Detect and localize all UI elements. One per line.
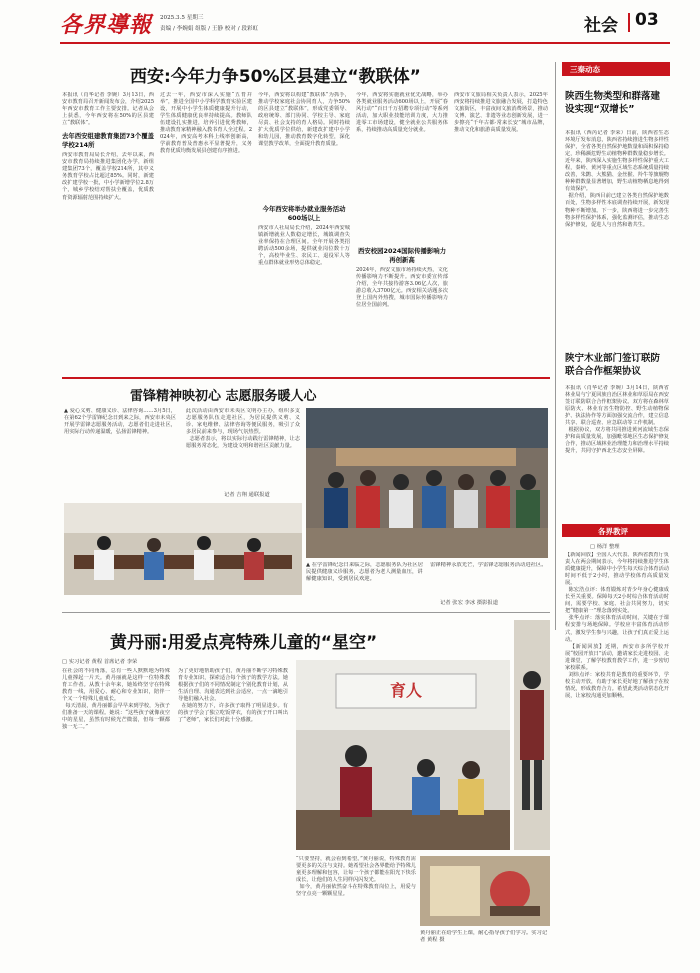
masthead-rule xyxy=(60,42,670,44)
masthead-date: 2025.3.5 星期三 xyxy=(160,15,204,21)
people-group-photo xyxy=(306,408,548,558)
svg-text:育人: 育人 xyxy=(389,681,423,700)
masthead-editors: 责编 / 李婉娟 组版 / 王静 校对 / 段彩虹 xyxy=(160,26,259,32)
feature1-text-box xyxy=(64,408,302,500)
subhead-3: 西安校园2024国际传播影响力再创新高 xyxy=(357,247,447,264)
feature2-column-3: “只要坚持，就会看到希望。”黄丹丽说，特殊教育需要更多的关注与支持。她希望社会各界能给予特殊儿童更多理解和包容，让每一个孩子都能在阳光下快乐成长，让他们的人生同样闪闪发光。 如今，黄丹丽依然奋斗在特殊教育岗位上，用爱与坚守点亮一颗颗星星。 xyxy=(296,856,416,898)
main-para-3: 今年，西安将以构建“教联体”为抓手，推动学校家庭社会协同育人，力争50%的区县建立“教联体”，形成党委领导、政府统筹、部门协同、学校主导、家庭尽责、社会支持的育人格局。同时持续扩大优质学位供给，新建改扩建中小学和幼儿园，推动教育数字化转型，深化课堂教学改革，全面提升教育质量。 xyxy=(258,92,350,148)
sidebar-article-2-body: 本报讯（肖华记者 李婉）3月14日，陕西省林业局与宁夏回族自治区林业和草原局在西安签订联防联合合作框架协议。双方将在森林草原防火、林业有害生物防控、野生动植物保护、执法协作等方面加强交流合作，建立信息共享、联合巡查、应急联动等工作机制。 根据协议，双方将共同推进黄河流域生态保护和高质量发展，加强毗邻地区生态保护修复合作，推动区域林业治理能力和治理水平持续提升，共同守护西北生态安全屏障。 xyxy=(565,385,669,455)
main-column-4 xyxy=(356,92,448,372)
feature1-byline: 记者 吉翔 通联报道 xyxy=(224,492,270,498)
feature2-column-1: 在社会的不同角落，总有一些人默默地为特殊儿童撑起一片天。黄丹丽就是这样一位特殊教育工作者。从教十余年来，她始终坚守在特殊教育一线，用爱心、耐心和专业知识，陪伴一个又一个特殊儿童成长。 每天清晨，黄丹丽都会早早来到学校，为孩子们准备一天的课程。她说：“这些孩子就像夜空中的星星，虽然有时候光芒微弱，但每一颗都独一无二。” xyxy=(62,668,170,731)
feature1-top-rule xyxy=(62,377,550,379)
feature1-photo-clinic xyxy=(64,503,302,595)
main-article-title: 西安:今年力争50%区县建立“教联体” xyxy=(130,67,421,87)
feature1-title: 雷锋精神映初心 志愿服务暖人心 xyxy=(130,389,317,404)
main-para-4: 西安市人社局局长介绍，2024年西安城镇新增就业人数稳定增长，城镇调查失业率保持在合理区间。全年开展各类招聘活动500余场，提供就业岗位数十万个，高校毕业生、农民工、退役军人等重点群体就业形势总体稳定。 xyxy=(258,225,350,267)
main-column-5: 西安市文旅局相关负责人表示，2025年西安将持续推进文旅融合发展，打造特色文旅街区，丰富夜间文旅消费场景，推动文博、演艺、非遗等业态创新发展，进一步擦亮“千年古都·常来长安”城市品牌，推动文化和旅游高质量发展。 xyxy=(454,92,548,134)
masthead-logo: 各界導報 xyxy=(60,12,153,38)
main-para-1: 西安市教育局局长介绍，去年以来，西安市教育局持续推进集团化办学，新组建集团73个，覆盖学校214所，其中义务教育学校占比超过85%。同时，新建改扩建学校一批，中小学新增学位2.8万个，城乡学校结对帮扶全覆盖，优质教育资源辐射范围持续扩大。 xyxy=(62,152,154,201)
subhead-2: 今年西安将举办就业服务活动600场以上 xyxy=(262,205,346,222)
feature1-caption-byline: 记者 张宏 李冰 摄影报道 xyxy=(440,600,499,606)
feature2-column-2: 为了更好地帮助孩子们，黄丹丽不断学习特殊教育专业知识，探索适合每个孩子的教学方法。她根据孩子们的不同情况制定个别化教育计划，从生活自理、沟通表达到社会适应，一点一滴地引导他们融入社会。 在她的努力下，许多孩子取得了明显进步。有的孩子学会了独立吃饭穿衣，有的孩子开口叫出了“老师”，家长们对此十分感激。 xyxy=(178,668,288,724)
main-para-6: 2024年，西安文旅市场持续火热，文化传播影响力不断提升。西安市委宣传部介绍，全年共接待游客3.06亿人次，旅游总收入3700亿元。西安相关话题多次登上国内外热搜，城市国际传播影响力位居全国前列。 xyxy=(356,267,448,309)
classroom-photo xyxy=(296,660,510,850)
teacher-portrait xyxy=(514,620,550,850)
section-name: 社会 xyxy=(584,16,618,36)
main-para-5: 今年，西安将实施就业优先战略，举办各类就业服务活动600场以上，开展“春风行动”“百日千万招聘专项行动”等系列活动，加大职业技能培训力度，大力推进零工市场建设，健全就业公共服务体系，持续推动高质量充分就业。 xyxy=(356,92,448,134)
feature2-photo-caption: 黄丹丽正在给学生上课，耐心指导孩子们学习。实习记者 黄程 摄 xyxy=(420,930,548,943)
main-column-2: 过去一年，西安市深入实施“五育并举”，推进全国中小学科学教育实验区建设，开展中小学生体质健康提升行动，学生体质健康优良率持续提高。教师队伍建设扎实推进，培养引进优秀教师，推动教育家精神融入教书育人全过程。2024年，西安高考本科上线率创新高，学前教育普及普惠水平显著提升，义务教育优质均衡发展县创建有序推进。 xyxy=(160,92,252,155)
feature2-byline: □ 实习记者 黄程 首席记者 李荣 xyxy=(62,659,138,665)
feature2-photo-handicraft xyxy=(420,856,550,926)
commentary-body: 【新闻回放】全国人大代表、陕西省教育厅负责人在两会期间表示，今年将持续推进学生体质健康提升，保障中小学生每天综合体育活动时间不低于2小时，推动学校体育高质量发展。 陈宏浩点评：体育锻炼对青少年身心健康成长至关重要。保障每天2小时综合体育活动时间，需要学校、家庭、社会共同努力，切实把“健康第一”理念落到实处。 张华点评：落实体育活动时间，关键在于课程安排与场地保障。学校应丰富体育活动形式，激发学生参与兴趣，让孩子们真正爱上运动。 【新闻回放】近期，西安市多所学校开展“校园开放日”活动，邀请家长走进校园、走进课堂，了解学校教育教学工作，进一步密切家校联系。 刘炜点评：家校共育是教育的重要环节，学校主动开放，有助于家长更好地了解孩子在校情况，形成教育合力。希望此类活动常态化开展，让家校沟通更加顺畅。 xyxy=(565,552,669,699)
main-column-1 xyxy=(62,92,154,372)
main-column-3 xyxy=(258,92,350,372)
feature2-photo-portrait xyxy=(514,620,550,850)
column-rule xyxy=(555,62,556,630)
feature1-caption-2: 雷锋精神永放光芒，学雷锋志愿服务活动进社区。 xyxy=(430,562,547,568)
subhead-1: 去年西安组建教育集团73个覆盖学校214所 xyxy=(62,132,154,150)
sidebar-article-2-title: 陕宁木业部门签订联防联合合作框架协议 xyxy=(565,353,661,377)
feature1-body: 此次活动由西安市未央区文明办主办，组织多支志愿服务队伍走进社区，为居民提供义剪、义诊、家电维修、法律咨询等便民服务，吸引了众多居民前来参与，现场气氛热烈。 志愿者表示，将以实际行动践行雷锋精神，让志愿服务常态化，为建设文明和谐社区贡献力量。 xyxy=(186,408,300,450)
commentary-header-bar xyxy=(562,524,670,537)
handicraft-photo xyxy=(420,856,550,926)
feature2-photo-classroom xyxy=(296,660,510,850)
feature1-intro: ▲ 爱心义剪、健康义诊、法律咨询……3月5日，在第62个学雷锋纪念日到来之际，西安市未央区开展学雷锋志愿服务活动，志愿者们走进社区，用实际行动传递温暖，弘扬雷锋精神。 xyxy=(64,408,176,436)
masthead xyxy=(0,0,700,50)
page-number: 03 xyxy=(635,10,659,30)
feature2-title: 黄丹丽:用爱点亮特殊儿童的“星空” xyxy=(110,633,378,653)
sidebar-article-1-title: 陕西生物类型和群落建设实现“双增长” xyxy=(565,91,661,115)
sidebar-header xyxy=(562,62,670,76)
sidebar-header-label: 三秦动态 xyxy=(570,65,600,74)
clinic-photo xyxy=(64,503,302,595)
main-intro: 本报讯（肖华记者 李婉）3月13日，西安市教育局召开新闻发布会，介绍2025年西安市教育工作主要安排。记者从会上获悉，今年西安将在50%的区县建立“教联体”。 xyxy=(62,92,154,127)
feature1-caption-1: ▲ 在学雷锋纪念日来临之际，志愿服务队为社区居民提供健康义诊服务，志愿者为老人测量血压，讲解健康知识，受到居民欢迎。 xyxy=(306,562,423,582)
commentary-byline: □ 杨洋 整理 xyxy=(590,544,620,550)
commentary-header-label: 各界教评 xyxy=(598,527,628,536)
feature1-photo-group xyxy=(306,408,548,558)
section-divider xyxy=(628,13,630,32)
sidebar-article-1-body: 本报讯（西芮记者 李荣）日前，陕西省生态环境厅发布消息，陕西省持续推进生物多样性保护，全省各类自然保护地数量和面积保持稳定，珍稀濒危野生动植物种群数量稳步增长。近年来，陕西深入实施生物多样性保护重大工程，秦岭、黄河等重点区域生态系统质量持续改善，朱鹮、大熊猫、金丝猴、羚牛等旗舰物种种群数量显著增加，野生动植物栖息地得到有效保护。 据介绍，陕西目前已建立各类自然保护地数百处，生物多样性本底调查持续开展，新发现物种不断增加。下一步，陕西将进一步完善生物多样性保护体系，强化监测评估，推动生态保护修复，促进人与自然和谐共生。 xyxy=(565,130,669,228)
feature1-bottom-rule xyxy=(62,612,550,613)
